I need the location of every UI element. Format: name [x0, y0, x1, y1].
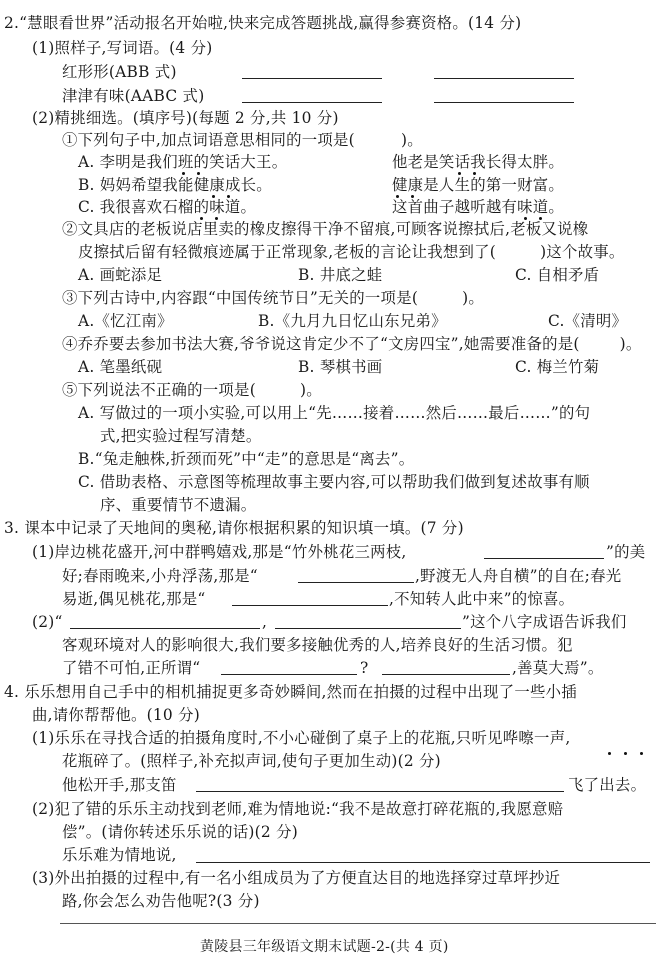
q3-part2-line1-end: ”这个八字成语告诉我们: [462, 613, 627, 631]
answer-blank-aabc-1[interactable]: [242, 101, 382, 103]
q2-item5-stem: [62, 380, 322, 400]
answer-blank-idiom-1[interactable]: [70, 627, 260, 629]
emphasis-dot: [640, 752, 643, 755]
q2-example-abb: 红形形(ABB 式): [62, 63, 177, 81]
q2-example-aabc: 津津有味(AABC 式): [62, 87, 205, 105]
q4-part1-line3-end: 飞了出去。: [568, 776, 647, 794]
emphasis-dot: [227, 195, 230, 198]
q2-item2-option-b: B. 井底之蛙: [298, 266, 383, 284]
q2-item5-stem-end: )。: [299, 381, 322, 399]
q2-item1-stem: [62, 130, 423, 150]
q2-item2-line2-text: 皮擦拭后留有轻微痕迹属于正常现象,老板的言论让我想到了(: [78, 243, 497, 261]
q4-title-line1: 4. 乐乐想用自己手中的相机捕捉更多奇妙瞬间,然而在拍摄的过程中出现了一些小插: [4, 683, 577, 701]
q4-part2-line2: 偿”。(请你转述乐乐说的话)(2 分): [62, 823, 299, 841]
q3-part2-question-mark: ?: [360, 659, 369, 677]
q2-item2-line2: [78, 242, 625, 262]
answer-blank-abb-2[interactable]: [434, 77, 574, 79]
q2-title: 2.“慧眼看世界”活动报名开始啦,快来完成答题挑战,赢得参赛资格。(14 分): [4, 14, 522, 32]
q2-item5-option-a-line1: A. 写做过的一项小实验,可以用上“先……接着……然后……最后……”的句: [78, 404, 591, 422]
emphasis-dot: [197, 172, 200, 175]
q2-item1-stem-end: )。: [400, 131, 423, 149]
q2-item2-line1: ②文具店的老板说店里卖的橡皮擦得干净不留痕,可顾客说擦拭后,老板又说橡: [62, 220, 589, 238]
q3-part2-line2: 客观环境对人的影响很大,我们要多接触优秀的人,培养良好的生活习惯。犯: [62, 636, 573, 654]
emphasis-dot: [396, 195, 399, 198]
q3-part1-line2: 好;春雨晚来,小舟浮荡,那是“: [62, 567, 258, 585]
q2-item1-option-b-pair: 健康是人生的第一财富。: [392, 176, 565, 194]
q2-item5-option-a-line2: 式,把实验过程写清楚。: [100, 427, 262, 445]
q2-item3-option-b: B.《九月九日忆山东兄弟》: [258, 312, 447, 330]
emphasis-dot: [212, 195, 215, 198]
q3-part1-line3: 易逝,偶见桃花,那是“: [62, 590, 206, 608]
answer-blank-proverb-1[interactable]: [221, 673, 357, 675]
q2-item2-option-c: C. 自相矛盾: [515, 266, 600, 284]
q2-item3-option-a: A.《忆江南》: [78, 312, 173, 330]
q2-item5-stem-text: ⑤下列说法不正确的一项是(: [62, 381, 256, 399]
q4-part1-line3: 他松开手,那支笛: [62, 776, 177, 794]
q2-item1-option-b: B. 妈妈希望我能健康成长。: [78, 176, 272, 194]
q2-part2-title: (2)精挑细选。(填序号)(每题 2 分,共 10 分): [32, 109, 339, 127]
answer-blank-idiom-2[interactable]: [275, 627, 461, 629]
answer-blank-aabc-2[interactable]: [434, 101, 574, 103]
q2-item5-option-b: B.“兔走触株,折颈而死”中“走”的意思是“离去”。: [78, 450, 415, 468]
q2-item1-option-c: C. 我很喜欢石榴的味道。: [78, 198, 257, 216]
emphasis-dot: [182, 172, 185, 175]
q3-part1-line2-end: ,野渡无人舟自横”的自在;春光: [415, 567, 622, 585]
q4-part2-line3: 乐乐难为情地说,: [62, 846, 177, 864]
q2-item4-option-b: B. 琴棋书画: [298, 358, 383, 376]
answer-blank-abb-1[interactable]: [242, 77, 382, 79]
q2-item3-stem-text: ③下列古诗中,内容跟“中国传统节日”无关的一项是(: [62, 289, 419, 307]
q3-part1-line1: (1)岸边桃花盛开,河中群鸭嬉戏,那是“竹外桃花三两枝,: [32, 543, 407, 561]
q4-part1-line1: (1)乐乐在寻找合适的拍摄角度时,不小心碰倒了桌子上的花瓶,只听见哗嚓一声,: [32, 729, 571, 747]
emphasis-dot: [473, 172, 476, 175]
q4-part1-line2: 花瓶碎了。(照样子,补充拟声词,使句子更加生动)(2 分): [62, 752, 441, 770]
q3-part2-line1: (2)“: [32, 613, 63, 631]
q2-item5-option-c-line1: C. 借助表格、示意图等梳理故事主要内容,可以帮助我们做到复述故事有顺: [78, 473, 590, 491]
q2-item1-stem-text: ①下列句子中,加点词语意思相同的一项是(: [62, 131, 355, 149]
q2-item3-stem-end: )。: [462, 289, 484, 307]
q2-item5-option-c-line2: 序、重要情节不遗漏。: [100, 496, 257, 514]
footer-rule: [60, 923, 656, 924]
answer-paren-item5[interactable]: [256, 381, 300, 395]
q4-title-line2: 曲,请你帮帮他。(10 分): [32, 706, 201, 724]
q3-part2-comma: ,: [262, 613, 268, 631]
emphasis-dot: [458, 172, 461, 175]
q4-part3-line1: (3)外出拍摄的过程中,有一名小组成员为了方便直达目的地选择穿过草坪抄近: [32, 869, 561, 887]
q2-item4-stem-end: )。: [619, 335, 642, 353]
emphasis-dot: [624, 752, 627, 755]
q2-item1-option-c-pair: 这首曲子越听越有味道。: [392, 198, 565, 216]
q2-part1-title: (1)照样子,写词语。(4 分): [32, 39, 213, 57]
answer-paren-item4[interactable]: [580, 335, 620, 349]
page-footer: 黄陵县三年级语文期末试题-2-(共 4 页): [200, 939, 449, 955]
q2-item1-option-a-pair: 他老是笑话我长得太胖。: [392, 153, 565, 171]
answer-blank-poem-2[interactable]: [298, 581, 414, 583]
answer-blank-proverb-2[interactable]: [382, 673, 510, 675]
q3-title: 3. 课本中记录了天地间的奥秘,请你根据积累的知识填一填。(7 分): [4, 519, 464, 537]
answer-blank-poem-3[interactable]: [232, 604, 388, 606]
q2-item4-option-a: A. 笔墨纸砚: [78, 358, 163, 376]
emphasis-dot: [411, 195, 414, 198]
answer-blank-reported-speech[interactable]: [196, 861, 650, 863]
answer-paren-item1[interactable]: [355, 131, 401, 145]
q2-item4-stem-text: ④乔乔要去参加书法大赛,爷爷说这肯定少不了“文房四宝”,她需要准备的是(: [62, 335, 580, 353]
q2-item3-stem: [62, 288, 484, 308]
q4-part2-line1: (2)犯了错的乐乐主动找到老师,难为情地说:“我不是故意打碎花瓶的,我愿意赔: [32, 800, 564, 818]
q4-part3-line2: 路,你会怎么劝告他呢?(3 分): [62, 892, 260, 910]
answer-paren-item3[interactable]: [418, 289, 462, 303]
q3-part1-line3-end: ,不知转人此中来”的惊喜。: [389, 590, 575, 608]
q3-part2-line3-end: ,善莫大焉”。: [512, 659, 604, 677]
answer-blank-poem-1[interactable]: [484, 557, 604, 559]
q2-item1-option-a: A. 李明是我们班的笑话大王。: [78, 153, 288, 171]
q2-item2-option-a: A. 画蛇添足: [78, 266, 163, 284]
q2-item3-option-c: C.《清明》: [548, 312, 628, 330]
q2-item4-option-c: C. 梅兰竹菊: [515, 358, 600, 376]
answer-paren-item2[interactable]: [496, 243, 540, 257]
emphasis-dot: [608, 752, 611, 755]
q2-item2-line2-end: )这个故事。: [540, 243, 625, 261]
q3-part1-line1-end: ”的美: [606, 543, 646, 561]
q3-part2-line3: 了错不可怕,正所谓“: [62, 659, 201, 677]
q2-item4-stem: [62, 334, 642, 354]
answer-blank-onomatopoeia[interactable]: [196, 790, 564, 792]
